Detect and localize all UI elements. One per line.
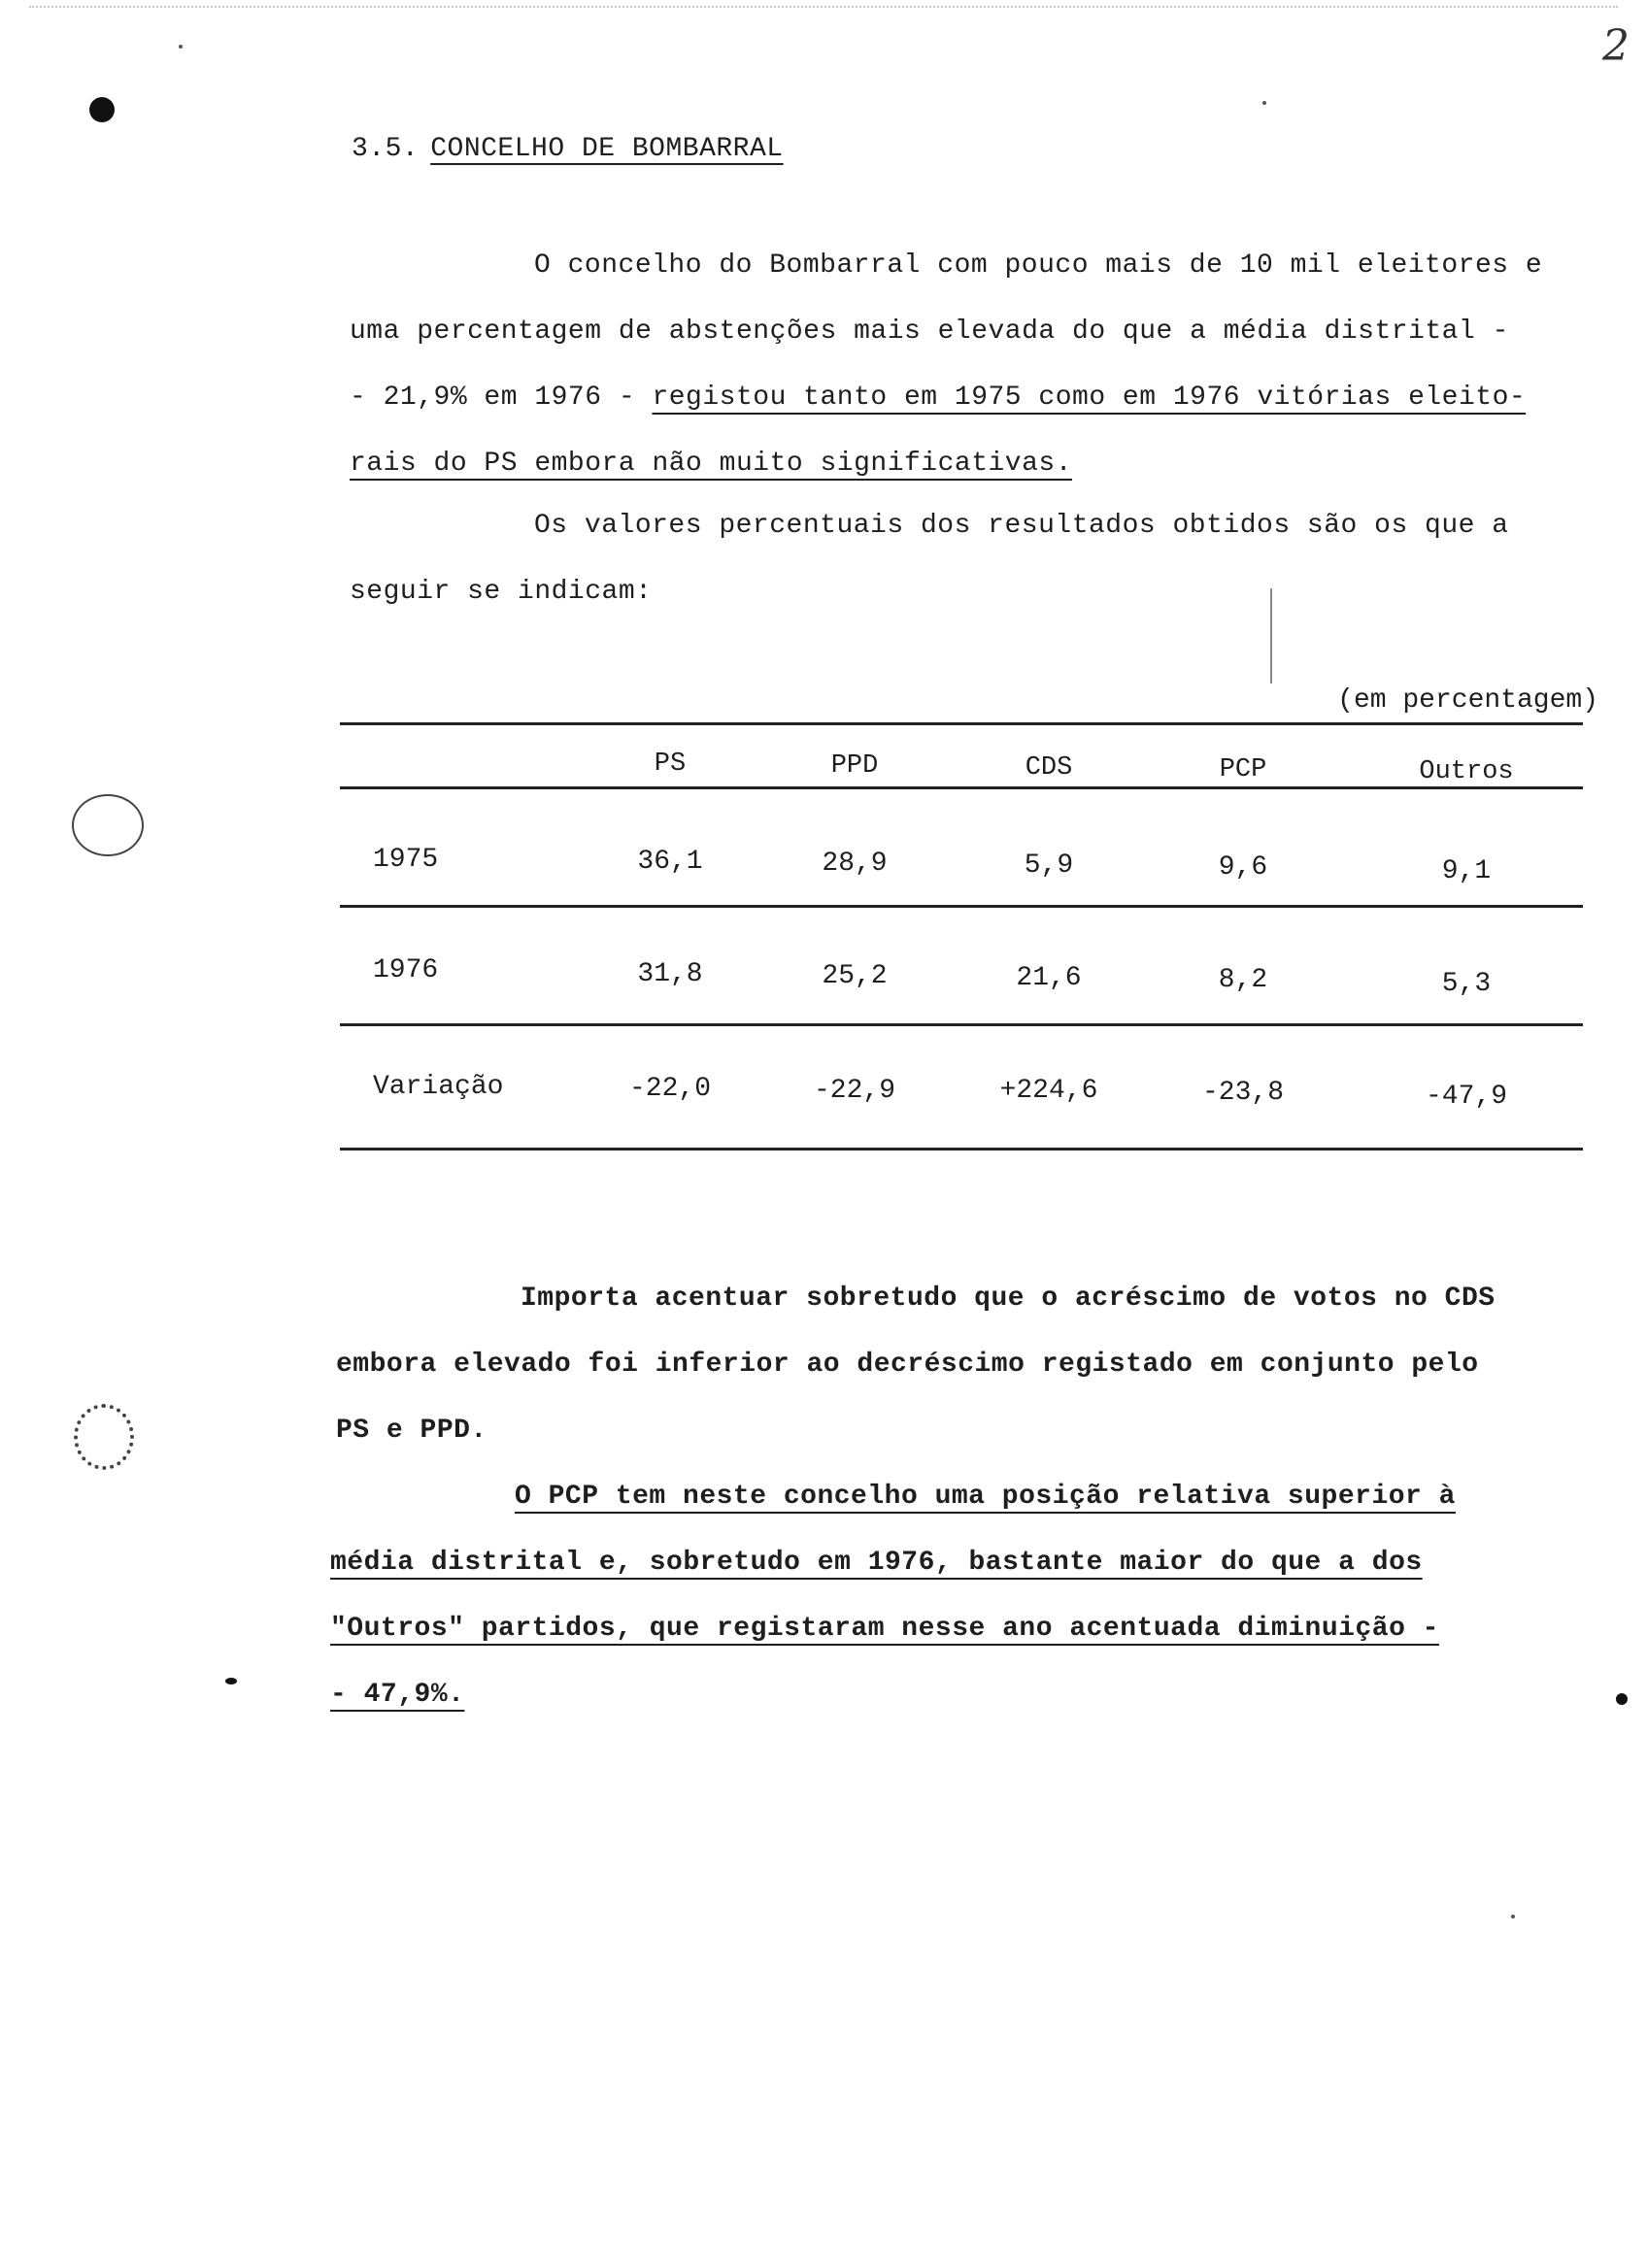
table-cell: 5,9 xyxy=(1024,850,1074,881)
table-cell: +224,6 xyxy=(999,1076,1098,1106)
table-cell: -22,0 xyxy=(628,1074,711,1104)
table-rule xyxy=(340,722,1583,725)
table-cell: 28,9 xyxy=(822,849,888,879)
text-line: uma percentagem de abstenções mais elevada do que a média distrital - xyxy=(350,317,1509,347)
margin-dot xyxy=(225,1678,237,1684)
text-line: embora elevado foi inferior ao decréscimo registado em conjunto pelo xyxy=(336,1350,1479,1380)
text-line: seguir se indicam: xyxy=(350,577,653,607)
text-line: Importa acentuar sobretudo que o acréscimo de votos no CDS xyxy=(521,1284,1496,1314)
table-cell: -47,9 xyxy=(1425,1082,1507,1112)
punch-ring-mark xyxy=(74,1404,134,1470)
table-unit-label: (em percentagem) xyxy=(1337,685,1598,716)
text-line: - 21,9% em 1976 - registou tanto em 1975 como em 1976 vitórias eleito- xyxy=(350,383,1527,413)
table-cell: -22,9 xyxy=(813,1076,895,1106)
speck xyxy=(1511,1915,1515,1918)
table-cell: 8,2 xyxy=(1218,965,1268,995)
text-line: "Outros" partidos, que registaram nesse ano acentuada diminuição - xyxy=(330,1614,1439,1644)
table-rule xyxy=(340,1023,1583,1026)
paragraph-pcp-note xyxy=(330,1464,1612,1728)
section-number: 3.5. xyxy=(352,134,420,164)
table-cell: 36,1 xyxy=(637,847,703,877)
text-line: média distrital e, sobretudo em 1976, bastante maior do que a dos xyxy=(330,1548,1423,1578)
row-label: 1975 xyxy=(373,845,439,875)
table-rule xyxy=(340,1148,1583,1151)
table-cell: 21,6 xyxy=(1016,963,1082,993)
scan-edge-line xyxy=(29,6,1618,8)
column-header: CDS xyxy=(1025,753,1073,783)
table-cell: 25,2 xyxy=(822,961,888,991)
text-line: PS e PPD. xyxy=(336,1416,487,1446)
punch-hole-mark xyxy=(89,97,115,122)
speck xyxy=(179,45,183,49)
column-header: PPD xyxy=(830,751,879,781)
table-cell: 31,8 xyxy=(637,959,703,989)
table-rule xyxy=(340,786,1583,789)
text-line: - 47,9%. xyxy=(330,1680,465,1710)
page-number: 2 xyxy=(1602,21,1630,71)
text-line: Os valores percentuais dos resultados obtidos são os que a xyxy=(534,511,1509,541)
column-header: PS xyxy=(654,750,687,779)
speck xyxy=(1262,101,1266,105)
row-label: 1976 xyxy=(373,955,439,985)
section-title: CONCELHO DE BOMBARRAL xyxy=(430,134,784,164)
paragraph-table-intro xyxy=(350,493,1612,625)
column-header: Outros xyxy=(1419,757,1514,786)
punch-ring-mark xyxy=(72,794,144,856)
table-rule xyxy=(340,905,1583,908)
table-cell: 9,6 xyxy=(1218,852,1268,883)
table-cell: 5,3 xyxy=(1441,969,1492,999)
table-cell: -23,8 xyxy=(1201,1078,1284,1108)
table-cell: 9,1 xyxy=(1441,856,1492,886)
paragraph-intro xyxy=(350,233,1612,497)
text-line: O PCP tem neste concelho uma posição relativa superior à xyxy=(515,1482,1456,1512)
margin-dot xyxy=(1616,1693,1628,1705)
row-label: Variação xyxy=(373,1072,504,1102)
text-line: O concelho do Bombarral com pouco mais de 10 mil eleitores e xyxy=(534,250,1543,281)
section-heading xyxy=(352,134,784,164)
paragraph-cds-note xyxy=(336,1266,1598,1464)
text-line: rais do PS embora não muito significativas. xyxy=(350,449,1073,479)
column-header: PCP xyxy=(1219,755,1267,784)
